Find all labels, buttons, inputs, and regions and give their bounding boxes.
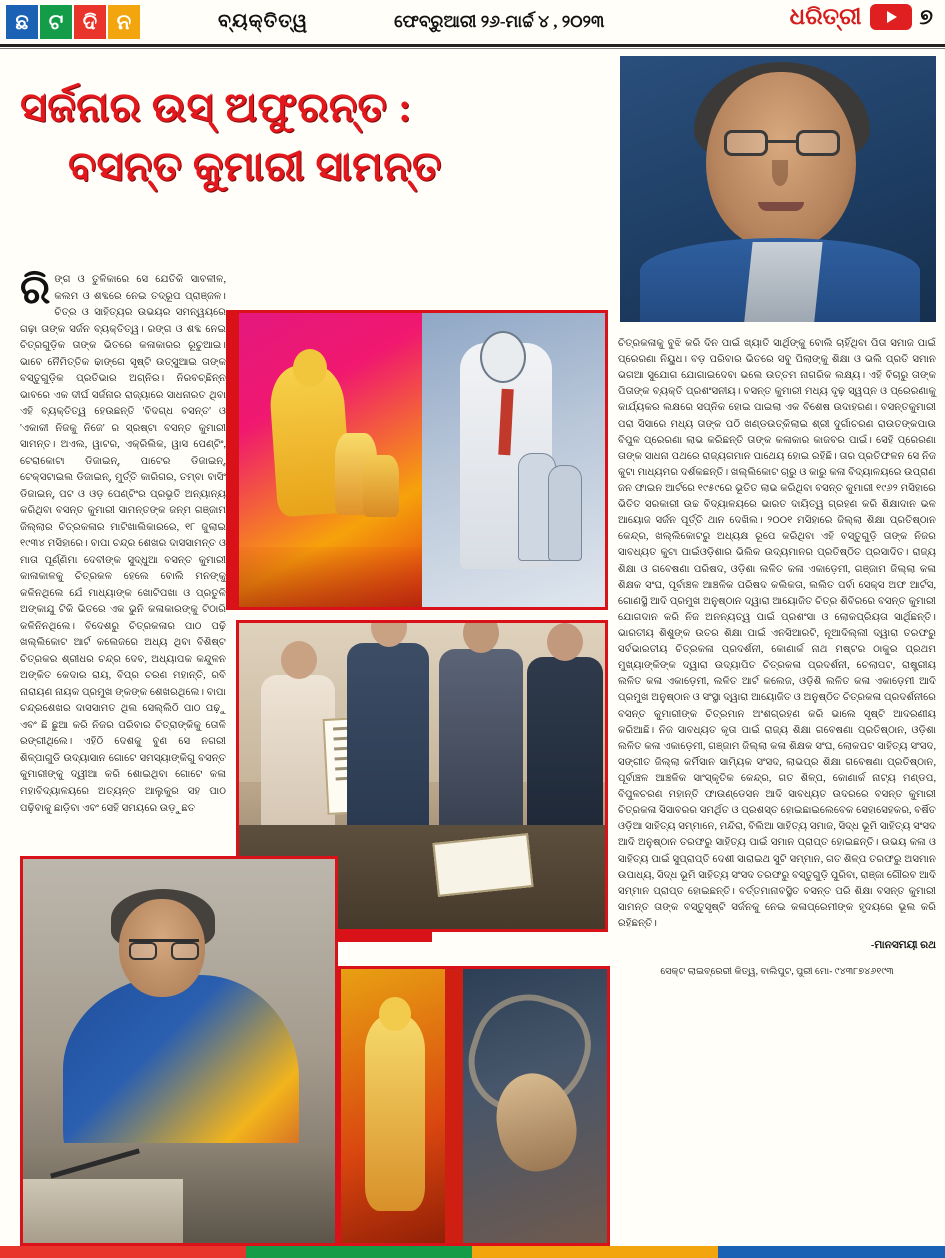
drop-cap: ରି (20, 267, 51, 312)
page-title (20, 78, 600, 197)
logo-letter-2: ଟ (40, 5, 72, 39)
header-divider (0, 44, 945, 47)
play-icon[interactable] (870, 4, 912, 30)
section-label: ବ୍ୟକ୍ତିତ୍ୱ (218, 11, 309, 32)
article-right-column (618, 336, 936, 979)
logo-letter-1: ଛ (6, 5, 38, 39)
logo-letter-4: ନ (108, 5, 140, 39)
logo-letter-3: ଦି (74, 5, 106, 39)
subject-portrait-photo (620, 56, 936, 322)
issue-date: ଫେବ୍ରୁଆରୀ ୨୬-ମାର୍ଚ୍ଚ ୪ , ୨୦୨୩ (394, 12, 605, 31)
painting-pair-top (236, 310, 608, 610)
glasses-icon (724, 130, 840, 156)
face-portrait-painting (463, 969, 607, 1243)
footer-color-strip (0, 1246, 945, 1258)
publication-logo[interactable] (6, 5, 140, 39)
byline: -ମାନସମୟୀ ରଥ (870, 940, 936, 952)
header-divider-thin (0, 48, 945, 49)
brand-name: ଧରିତ୍ରୀ (789, 4, 862, 29)
article-left-column (20, 267, 226, 817)
article-right-body: ଚିତ୍ରକଳାକୁ ବୁଝି କରି ଦିନ ପାଇଁ ଖ୍ୟାତି ସାର୍ଥିଙ୍କୁ ବୋଲି ଚାହିଁଥିବା ପିତା ସମାଜ ପାଇଁ ପ୍ରେରଣା ନିୟୁଧ। ବଡ଼ ପରିବାର ଭିତରେ ସବୁ ପିଲାଙ୍କୁ ଶିକ୍ଷା ଓ ଭଲି ପ୍ରତି ସମାନ ଭଗଆ ସୁଯୋଗ ଯୋଗାଇଦେବା ଭଲେ ଉତ୍ତମ ନାଗରିକ ଲକ୍ଷ୍ୟ। ଏହି ବିଚାରୁ ତାଙ୍କ ପିତାଙ୍କ ବ୍ୟକ୍ତି ପ୍ରଶଂସନୀୟ। ବସନ୍ତ କୁମାରୀ ମଧ୍ୟ ଦୃଢ଼ ସ୍ୱପ୍ନ ଓ ପ୍ରେରଣାକୁ କାର୍ଯ୍ୟକର ଲକ୍ଷରେ ସପ୍ନିକ ହୋଇ ପାଇଲା ଏକ ବିଶେଷ ଉଦାହରଣ। ବସନ୍ତକୁମାରୀ ପରା ସିସାରେ ମଧ୍ୟ ତାଙ୍କ ପଠି ଖଣ୍ଡଉତ୍କିଲାଇ ଶ୍ରୀ ଦୁର୍ଗାଚରଣ ରାଉତଙ୍କପାଉ ବିପୁଳ ପ୍ରେରଣା ଲାଭ କରିଛନ୍ତି ତାଙ୍କ କଳାକାର କାଜବର ପାଇଁ। ସେହି ପ୍ରେରଣା ତାଙ୍କ ସାଧନା ପଥରେ ରାଜ୍ୟଗମାନ ପାଥେୟ ହୋଇ ରହିଛି। ତାର ପ୍ରତିଫଳନ ସେ ନିଜ କୁଟା ମାଧ୍ୟମର ଦର୍ଶକଛନ୍ତି। ଖଲ୍ଲିକୋଟ ଚାରୁ ଓ କାରୁ କଳା ବିଦ୍ୟାଳୟରେ ଉପ୍ରାଣ ଜନ ଫାଇନ ଆର୍ଟରେ ୧୯୫୯ରେ ଭୂତିତ ଲାଭ କରିଥିବା ବସନ୍ତ କୁମାରୀ ୧୯୬୨ ମସିହାରେ ଭିତିତ ସରକାରୀ ଉଚ୍ଚ ବିଦ୍ୟାଳୟରେ ଭାରତ ଦାୟିତ୍ୱ ଗ୍ରହଣ କରି ଶିକ୍ଷାଦାନ ଭଳ ଆୟୋଜ ସର୍ଜନ ପୂର୍ତ୍ତି ଥାନ ଦେଖିଲ। ୨୦୦୧ ମସିହାରେ ଜିଲ୍ଲା ଶିକ୍ଷା ପ୍ରତିଷ୍ଠାନ କେନ୍ଦ୍ର, ଖଲ୍ଲିକୋଟରୁ ଅଧ୍ୟକ୍ଷ ରୂପେ କରିଥିବା ଏହି ବସ୍ତୁଗୁଡ଼ି ତାଙ୍କ ନିଜର ସାବଧ୍ୟତ କୁଟା ପାଇଁଓଡ଼ିଶାର ଭିଲିକ ଉଦ୍ୟମାନର ପ୍ରତିଷ୍ଠିତ ପ୍ରସାଦିତ। ରାଜ୍ୟ ଶିକ୍ଷା ଓ ଗବେଷଣା ପରିଷଦ, ଓଡ଼ିଶା ଲଳିତ କଳା ଏକାଡ଼େମୀ, ଗଞ୍ଜାମ ଜିଲ୍ଲା କଳା ଶିକ୍ଷକ ସଂଘ, ପୂର୍ବାଞ୍ଚଳ ଆଞ୍ଚଳିକ ପରିଷଦ କଲିକତା, ଲଲିତ ପର୍ବା ସେକ୍ସ ଅଫ ଆର୍ଟସ, ଗୋଣସ୍ଥି ଆଦି ପ୍ରମୁଖ ଅନୁଷ୍ଠାନ ଦ୍ୱାରା ଆୟୋଜିତ ଚିତ୍ର ଶିବିରରେ ବସନ୍ତ କୁମାରୀ ଯୋଗଦାନ କରି ନିଜ ଅନନ୍ୟତ୍ୱ ପାଇଁ ପ୍ରଶଂସା ଓ ଲୋକପ୍ରିୟତା ସାର୍ଥିଛନ୍ତି। ଭାରତୀୟ ଶିଶୁଙ୍କ ଉତର ଶିକ୍ଷା ପାଇଁ ଏନସିଆରଟି, ନୂଆଦିଲ୍ଲୀ ଦ୍ୱାରା ତରଫରୁ ସର୍ବଭାରତୀୟ ଚିତ୍ରକଳା ପ୍ରଦର୍ଶନୀ, କୋଣାର୍କ ନାଥ ମଷ୍ଟର ଠାକୁର ପ୍ରଥମ ମୁଖ୍ୟାଙ୍କିଙ୍କ ଦ୍ୱାରା ଉଦ୍ୟାପିତ ଚିତ୍ରକଳା ପ୍ରଦର୍ଶନୀ, ଚେଲାପଟ, ରାଷ୍ଟ୍ରୀୟ ଲଳିତ କଳା ଏକାଡ଼େମୀ, ଲଳିତ ଆର୍ଟ କଲେଜ, ଓଡ଼ିଶି ଲଳିତ କଳା ଏକାଡ଼େମୀ ଆଦି ପ୍ରମୁଖ ଅନୁଷ୍ଠାନ ଓ ସଂସ୍ଥା ଦ୍ୱାରା ଆୟୋଜିତ ଓ ଅନୁଷ୍ଠିତ ଚିତ୍ରକଳା ପ୍ରଦର୍ଶନୀରେ ବସନ୍ତ କୁମାରୀଙ୍କ ଚିତ୍ରମାନ ଅଂଶଗ୍ରହଣ କରି ଭାଲେ ସୃଷ୍ଟି ଆଦରଣୀୟ କରିଆଛି। ନିଜ ସାବଧ୍ୟତ କୃତା ପାଇଁ ରାଜ୍ୟ ଶିକ୍ଷା ଗବେଷଣା ପ୍ରତିଷ୍ଠାନ, ଓଡ଼ିଶା ଲଳିତ କଳା ଏକାଡ଼େମୀ, ଗଞ୍ଜାମ ଜିଲ୍ଲା କଳା ଶିକ୍ଷକ ସଂଘ, ଲୋକପଟ ସାହିତ୍ୟ ସଂସଦ, ସଙ୍ଗୀତ ଜିଲ୍ଲା କର୍ମିସାନ ସାମ୍ୟିକ ସଂସଦ, ଲାଭପ୍ର ଶିକ୍ଷା ଗବେଷଣା ପ୍ରତିଷ୍ଠାନ, ପୂର୍ବାଞ୍ଚଳ ଆଞ୍ଚଳିକ ସାଂସ୍କୃତିକ କେନ୍ଦ୍ର, ଗତ ଶିଳ୍ପ, କୋଣାର୍କ ନାଟ୍ୟ ମଣ୍ଡପ, ବିପୁଳଚରଣ ମହାନ୍ତି ଫାଉଣ୍ଡେସନ ଆଦି ସାବଧ୍ୟତ ଉଦରରେ ବସନ୍ତ କୁମାରୀ ଚିତ୍ରକଳା ସିସାବରର ସମର୍ଥିତ ଓ ପ୍ରଶସ୍ତ ହୋଇଛାଇଲେବେକ ସେହାସେହକର, ବର୍ଷିତ ଓଡ଼ିଆ ସାହିତ୍ୟ ସମ୍ମାନେ, ମନ୍ଦିରା, ବିଲିଆ ସାହିତ୍ୟ ସମାଜ, ସିଦ୍ଧ ଭୂମି ସାହିତ୍ୟ ସଂସଦ ଆଦି ଅନୁଷ୍ଠାନ ତରଫରୁ ସାହିତ୍ୟ ପାଇଁ ସମାନ ପ୍ରାପ୍ତ ହୋଇଛନ୍ତି। ଉଭୟ କଳା ଓ ସାହିତ୍ୟ ପାଇଁ ସୁପ୍ରାପ୍ତି ଦେଶୀ ସାରାଇଥ ସୁଟି ସମ୍ମାନ, ଗତ ଶିଳ୍ପ ତରଫରୁ ଅସମାନ ଉପାଧ୍ୟ, ସିଦ୍ଧ ଭୂମି ସାହିତ୍ୟ ସଂସଦ ତରଫରୁ ବସ୍ତୁଗୁଡ଼ି ପୁରିବା, ରାଞ୍ଜା ଗୌରବ ଆଦି ସମ୍ମାନ ପ୍ରାପ୍ତ ହୋଇଛନ୍ତି। ବର୍ତ୍ତମାନାବସ୍ଥିତ ବସନ୍ତ ପରି ଶିକ୍ଷା ବସନ୍ତ କୁମାରୀ ସାମନ୍ତ ତାଙ୍କ ବସ୍ତୁସୃଷ୍ଟି ସର୍ଜନକୁ ନେଇ କଳାପ୍ରେମୀଙ୍କ ହୃଦୟରେ ଭୂଲ କରି ରହିଛନ୍ତି। (618, 338, 936, 929)
author-address: ସେକ୍ଟ ଲାଇବ୍ରେରୀ କିତ୍ୱ, ବାଲିପୁଟ, ପୁରୀ ମୋ- ୯୪୩୮୭୪୬୧୯୩ (660, 965, 894, 977)
mother-and-children-painting (239, 313, 422, 607)
portrait-mouth (758, 202, 804, 211)
accent-bar-vertical (226, 310, 236, 610)
painting-pair-bottom (338, 966, 610, 1246)
page-number: ୭ (919, 4, 933, 29)
headline-line-2: ବସନ୍ତ କୁମାରୀ ସାମନ୍ତ (68, 143, 442, 190)
portrait-saree (743, 242, 822, 322)
artist-painting-photo (20, 856, 338, 1246)
headline-line-1: ସର୍ଜନାର ଉସ୍ ଅଫୁରନ୍ତ : (20, 84, 413, 130)
masthead-right-group (790, 4, 937, 30)
article-left-body: ଙ୍ଗ ଓ ତୁଳିକାରେ ସେ ଯେତିକି ସାବଳୀଳ, କଲମ ଓ ଶବ୍ଦରେ ନେଇ ତଦ୍ରୂପ ପ୍ରାଞ୍ଜଳ। ଚିତ୍ର ଓ ସାହିତ୍ୟର ଉଭୟର ସମନ୍ୱୟରେ ଗଢ଼ା ତାଙ୍କ ସର୍ଜନ ବ୍ୟକ୍ତିତ୍ୱ। ରଙ୍ଗ ଓ ଶବ୍ଦ ନେଇ ଚିତ୍ରଗୁଡ଼ିକ ତାଙ୍କ ଭିତରେ କଳାକାରର ରୂଚୁଆଇ। ଭାବେ ନୈମିତ୍ତିକ ଢାଙ୍ଗେ ସୃଷ୍ଟି ଉତ୍ସୁଆଇ ତାଙ୍କ ବସ୍ତୁଗୁଡ଼ିକ ପ୍ରତିଭାର ଅଗ୍ନିର। ନିରବଚ୍ଛିନ୍ନ ଭାବରେ ଏକ ଦୀର୍ଘ ସର୍ଜନାର ରାଜ୍ୟାରେ ସାଧନାରତ ଥିବା ଏହି ବ୍ୟକ୍ତିତ୍ୱ ହେଉଛନ୍ତି 'ବିଦଗ୍ଧ ବସନ୍ତ' ଓ 'ଏକାକୀ ନିଜକୁ ନିଜେ' ର ସ୍ରଷ୍ଟା ବସନ୍ତ କୁମାରୀ ସାମନ୍ତ। ଅଏଲ, ୱାଟର, ଏକ୍ରିଲିକ, ୱାସ ପେଣ୍ଟିଂ, ଟେରାକୋଟା ଡିଜାଇନ୍, ପାଟେର ଡିଜାଇନ୍, ଟେକ୍ସଟାଇଲ ଡିଜାଇନ୍, ମୁର୍ତ୍ତି କାରିଗର, ତମ୍ବା ବାସିଂ ଡିଜାଇନ୍, ପଟ ଓ ଓଡ଼ ପେଣ୍ଟିଂର ପ୍ରଭୃତି ଅନ୍ୟାନ୍ୟ କରିଥିବା ବସନ୍ତ କୁମାରୀ ସାମନ୍ତଙ୍କ ଜନ୍ମ ଗଞ୍ଜାମ ଜିଲ୍ଲାର ଚିତ୍ରକଳାର ମାଟିଖାଲିକାରରେ, ୧୮ ଜୁଲାଇ ୧୯୩୪ ମସିହାରେ। ବାପା ଚନ୍ଦ୍ର ଶେଖର ଦାସସାମନ୍ତ ଓ ମାତା ପୂର୍ଣ୍ଣିମା ଦେବୀଙ୍କ ସୁଦ୍ଧୁଆ ବସନ୍ତ କୁମାରୀ କାଳାକାଳକୁ ଚିତ୍ରକଳ ହେଲେ ବୋଲି ମନଙ୍କୁ କଳିନଥିଲେ ଯେଁ ମାଧ୍ୟାଙ୍କ ଖୋଟିପଖା ଓ ପ୍ରତୁଳି ଅଙ୍କାଯୁ ଟିକି ଭିତରେ ଏକ ଭୁନି କଳାକାରଙ୍କୁ ଟିଠାରି କଳିନିନଥିଲେ। ବିଦେଶରୁ ଚିତ୍ରକଳାର ପାଠ ପଢ଼ି ଖଲ୍ଲିକୋଟ ଆର୍ଟ କଲେଜରେ ଅଧ୍ୟ ଥିବା ବିଶିଷ୍ଟ ଚିତ୍ରକର ଶ୍ରୀଧର ଚନ୍ଦ୍ର ଦେବ, ଅଧ୍ୟାପକ କନ୍ଦୁଳନ ଅଙ୍କିତ କେଦାର ରାୟ, ବିପ୍ର ଚରଣ ମହାନ୍ତି, ରବି ନାରାୟଣ ନାୟକ ପ୍ରମୁଖ ଙ୍କଙ୍କ ଶେଖରଥିଲେ। ବାପା ଚନ୍ଦ୍ରଶେଖର ଦାସସାମତ ଥିଲ ସେଲ୍ଲିଠି ପାଠ ପଢ଼ୁ ଏବଂ ଛି ଛୁଆ କରି ନିଜର ପରିବାର ଚିତ୍ରାଙ୍କିକୁ ତୋଳି ରଙ୍ଗୀଥିଲେ। ଏହିଠି ଦେଶକୁ ବୁଣ ସେ ନଗରୀ ଶିଳ୍ପାଗୁଡି ଉଦ୍ୟାସାନ ଗୋଟେ ସମସ୍ୟାଙ୍କିଗୁ ବସନ୍ତ କୁମାରୀଙ୍କୁ ଦ୍ୱୀଆ କରି ଶୋଇଥିବା ଗୋଟେ କଳା ମହାବିଦ୍ୟାଳୟରେ ଅତ୍ୟନ୍ତ ଆଲୁକୁର ସହ ପାଠ ପଢ଼ିବାକୁ ଛାଡ଼ିବା ଏବଂ ସେହି ସମୟରେ ଉଡ଼ୁଛତ (20, 274, 226, 814)
female-figure-painting (341, 969, 463, 1243)
man-with-children-painting (422, 313, 605, 607)
portrait-nose (772, 160, 788, 186)
glasses-icon (129, 939, 199, 957)
masthead (0, 0, 945, 44)
